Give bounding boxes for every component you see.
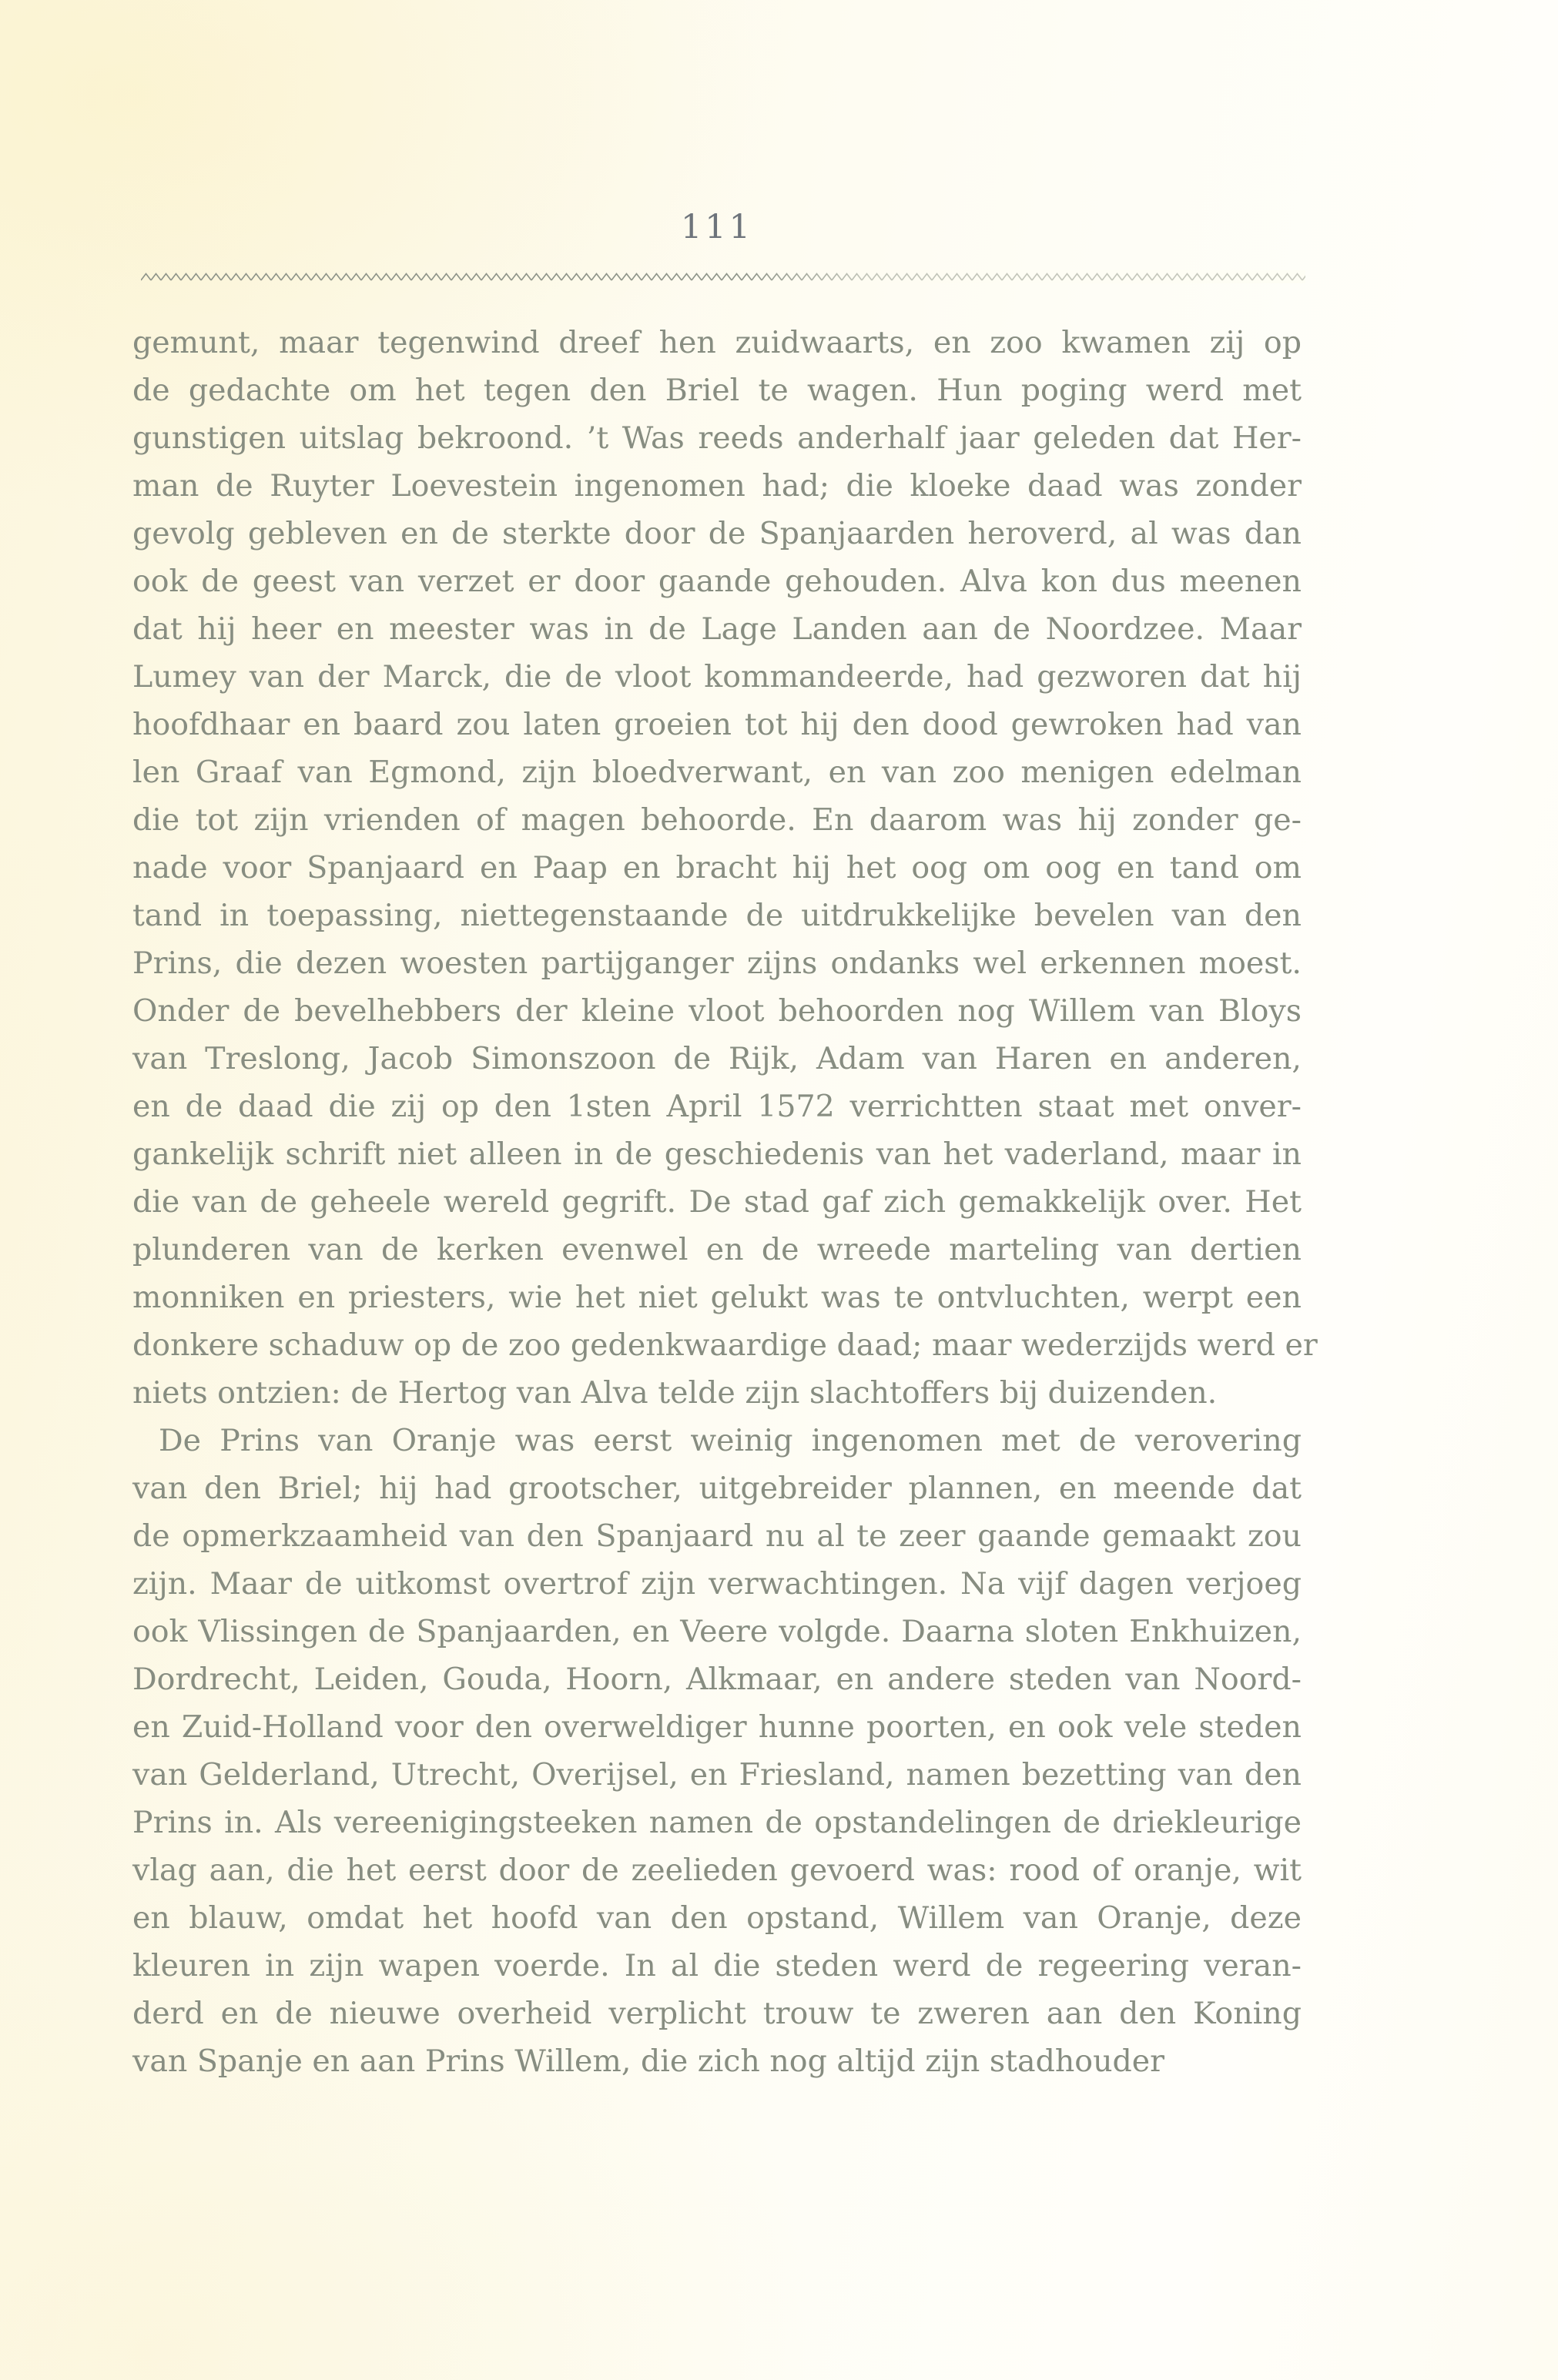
text-line: van Spanje en aan Prins Willem, die zich nog altijd zijn stadhouder bbox=[132, 2044, 1165, 2079]
text-line: man de Ruyter Loevestein ingenomen had; die kloeke daad was zonder bbox=[132, 468, 1302, 504]
text-line: gevolg gebleven en de sterkte door de Spanjaarden heroverd, al was dan bbox=[132, 516, 1302, 551]
text-line: monniken en priesters, wie het niet gelukt was te ontvluchten, werpt een bbox=[132, 1280, 1302, 1315]
text-line: dat hij heer en meester was in de Lage Landen aan de Noordzee. Maar bbox=[132, 611, 1302, 647]
text-line: vlag aan, die het eerst door de zeelieden gevoerd was: rood of oranje, wit bbox=[132, 1853, 1302, 1888]
text-line: Dordrecht, Leiden, Gouda, Hoorn, Alkmaar, en andere steden van Noord- bbox=[132, 1662, 1302, 1697]
text-line: nade voor Spanjaard en Paap en bracht hij het oog om oog en tand om bbox=[132, 850, 1302, 885]
text-line: van den Briel; hij had grootscher, uitgebreider plannen, en meende dat bbox=[132, 1471, 1302, 1506]
text-line: die tot zijn vrienden of magen behoorde. En daarom was hij zonder ge- bbox=[132, 802, 1302, 838]
text-line: Onder de bevelhebbers der kleine vloot behoorden nog Willem van Bloys bbox=[132, 993, 1302, 1029]
page-number: 111 bbox=[680, 208, 754, 246]
text-line: kleuren in zijn wapen voerde. In al die steden werd de regeering veran- bbox=[132, 1948, 1302, 1983]
body-text bbox=[132, 319, 1318, 2085]
text-line: Lumey van der Marck, die de vloot kommandeerde, had gezworen dat hij bbox=[132, 659, 1302, 695]
text-line: donkere schaduw op de zoo gedenkwaardige daad; maar wederzijds werd er bbox=[132, 1327, 1318, 1363]
text-line: die van de geheele wereld gegrift. De stad gaf zich gemakkelijk over. Het bbox=[132, 1184, 1302, 1220]
text-line: zijn. Maar de uitkomst overtrof zijn verwachtingen. Na vijf dagen verjoeg bbox=[132, 1566, 1302, 1602]
text-line: gankelijk schrift niet alleen in de geschiedenis van het vaderland, maar in bbox=[132, 1136, 1302, 1172]
zigzag-divider bbox=[141, 270, 1305, 283]
text-line: en de daad die zij op den 1sten April 1572 verrichtten staat met onver- bbox=[132, 1089, 1302, 1124]
text-line: en blauw, omdat het hoofd van den opstand, Willem van Oranje, deze bbox=[132, 1900, 1302, 1936]
text-line: de opmerkzaamheid van den Spanjaard nu al te zeer gaande gemaakt zou bbox=[132, 1518, 1302, 1554]
text-line: van Gelderland, Utrecht, Overijsel, en Friesland, namen bezetting van den bbox=[132, 1757, 1302, 1793]
text-line: Prins in. Als vereenigingsteeken namen de opstandelingen de driekleurige bbox=[132, 1805, 1302, 1840]
text-line: Prins, die dezen woesten partijganger zijns ondanks wel erkennen moest. bbox=[132, 946, 1302, 981]
text-line: len Graaf van Egmond, zijn bloedverwant, en van zoo menigen edelman bbox=[132, 755, 1302, 790]
text-line: derd en de nieuwe overheid verplicht trouw te zweren aan den Koning bbox=[132, 1996, 1302, 2031]
text-line: gemunt, maar tegenwind dreef hen zuidwaarts, en zoo kwamen zij op bbox=[132, 325, 1302, 360]
text-line: de gedachte om het tegen den Briel te wagen. Hun poging werd met bbox=[132, 373, 1302, 408]
text-line: ook de geest van verzet er door gaande gehouden. Alva kon dus meenen bbox=[132, 564, 1302, 599]
text-line: gunstigen uitslag bekroond. ’t Was reeds anderhalf jaar geleden dat Her- bbox=[132, 420, 1302, 456]
text-line: plunderen van de kerken evenwel en de wreede marteling van dertien bbox=[132, 1232, 1302, 1267]
zigzag-rule-graphic bbox=[141, 270, 1305, 283]
text-line: hoofdhaar en baard zou laten groeien tot hij den dood gewroken had van bbox=[132, 707, 1302, 742]
text-line: en Zuid-Holland voor den overweldiger hunne poorten, en ook vele steden bbox=[132, 1709, 1302, 1745]
text-line: niets ontzien: de Hertog van Alva telde zijn slachtoffers bij duizenden. bbox=[132, 1375, 1218, 1411]
text-line: De Prins van Oranje was eerst weinig ingenomen met de verovering bbox=[159, 1423, 1302, 1458]
text-line: van Treslong, Jacob Simonszoon de Rijk, Adam van Haren en anderen, bbox=[132, 1041, 1302, 1076]
text-line: ook Vlissingen de Spanjaarden, en Veere volgde. Daarna sloten Enkhuizen, bbox=[132, 1614, 1302, 1649]
text-line: tand in toepassing, niettegenstaande de uitdrukkelijke bevelen van den bbox=[132, 898, 1302, 933]
